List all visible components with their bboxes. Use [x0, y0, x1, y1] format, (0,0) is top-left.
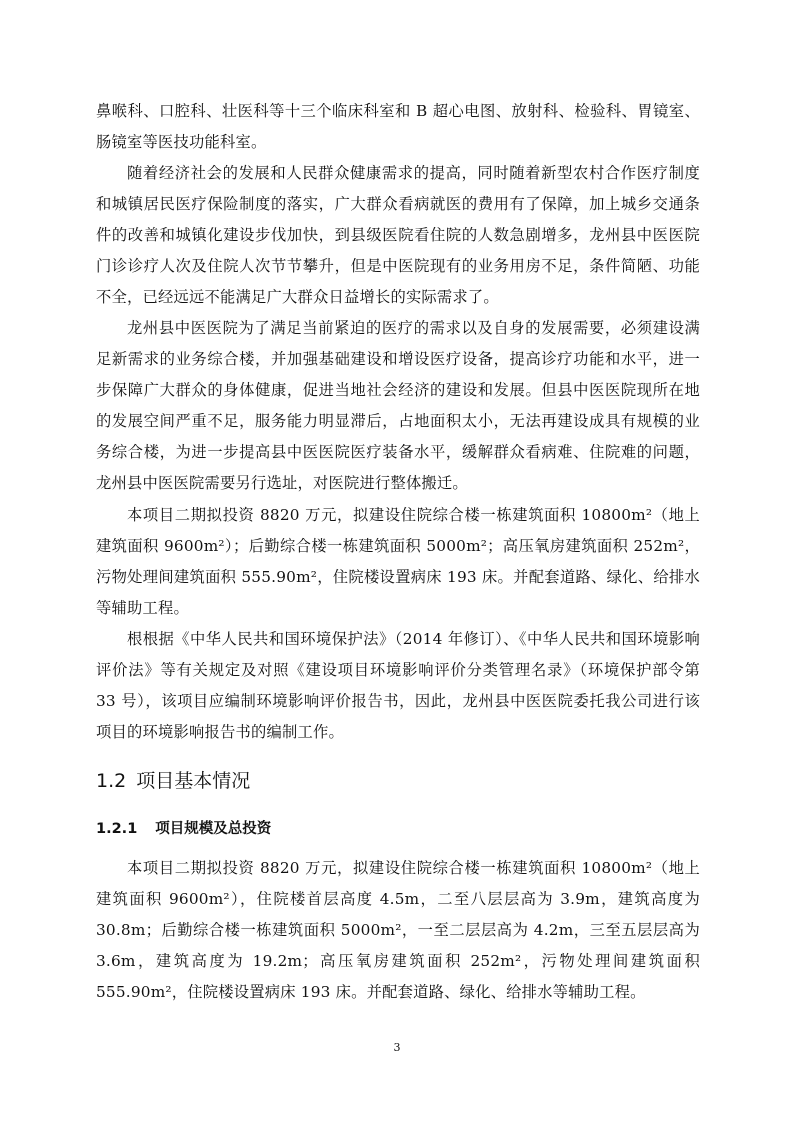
page-number: 3: [393, 1041, 401, 1054]
paragraph-project-scale: 本项目二期拟投资 8820 万元，拟建设住院综合楼一栋建筑面积 10800m²（地上建筑面积 9600m²），住院楼首层高度 4.5m，二至八层层高为 3.9m，建筑高度为 30.8m；后勤综合楼一栋建筑面积 5000m²，一至二层层高为 4.2m，三至五层层高为 3.6m，建筑高度为 19.2m；高压氧房建筑面积 252m²，污物处理间建筑面积 555.90m²，住院楼设置病床 193 床。并配套道路、绿化、给排水等辅助工程。: [96, 859, 700, 1001]
paragraph-legal-basis: 根根据《中华人民共和国环境保护法》（2014 年修订）、《中华人民共和国环境影响评价法》等有关规定及对照《建设项目环境影响评价分类管理名录》（环境保护部令第 33 号），该项目应编制环境影响评价报告书，因此，龙州县中医医院委托我公司进行该项目的环境影响报告书的编制工作。: [96, 630, 700, 741]
paragraph-relocation-need: 龙州县中医医院为了满足当前紧迫的医疗的需求以及自身的发展需要，必须建设满足新需求的业务综合楼，并加强基础建设和增设医疗设备，提高诊疗功能和水平，进一步保障广大群众的身体健康，促进当地社会经济的建设和发展。但县中医医院现所在地的发展空间严重不足，服务能力明显滞后，占地面积太小，无法再建设成具有规模的业务综合楼，为进一步提高县中医医院医疗装备水平，缓解群众看病难、住院难的问题，龙州县中医医院需要另行选址，对医院进行整体搬迁。: [96, 319, 700, 492]
paragraph-departments: 鼻喉科、口腔科、壮医科等十三个临床科室和 B 超心电图、放射科、检验科、胃镜室、肠镜室等医技功能科室。: [96, 102, 700, 151]
section-heading: [96, 769, 250, 793]
subsection-title: 项目规模及总投资: [155, 821, 272, 837]
paragraph-demand-growth: 随着经济社会的发展和人民群众健康需求的提高，同时随着新型农村合作医疗制度和城镇居民医疗保险制度的落实，广大群众看病就医的费用有了保障，加上城乡交通条件的改善和城镇化建设步伐加快，到县级医院看住院的人数急剧增多，龙州县中医医院门诊诊疗人次及住院人次节节攀升，但是中医院现有的业务用房不足，条件简陋、功能不全，已经远远不能满足广大群众日益增长的实际需求了。: [96, 164, 700, 306]
paragraph-investment-phase2: 本项目二期拟投资 8820 万元，拟建设住院综合楼一栋建筑面积 10800m²（地上建筑面积 9600m²）；后勤综合楼一栋建筑面积 5000m²；高压氧房建筑面积 252m²，污物处理间建筑面积 555.90m²，住院楼设置病床 193 床。并配套道路、绿化、给排水等辅助工程。: [96, 506, 700, 617]
section-number: 1.2: [96, 770, 127, 792]
subsection-number: 1.2.1: [96, 821, 138, 837]
section-title: 项目基本情况: [136, 770, 251, 792]
subsection-heading: [96, 818, 271, 840]
